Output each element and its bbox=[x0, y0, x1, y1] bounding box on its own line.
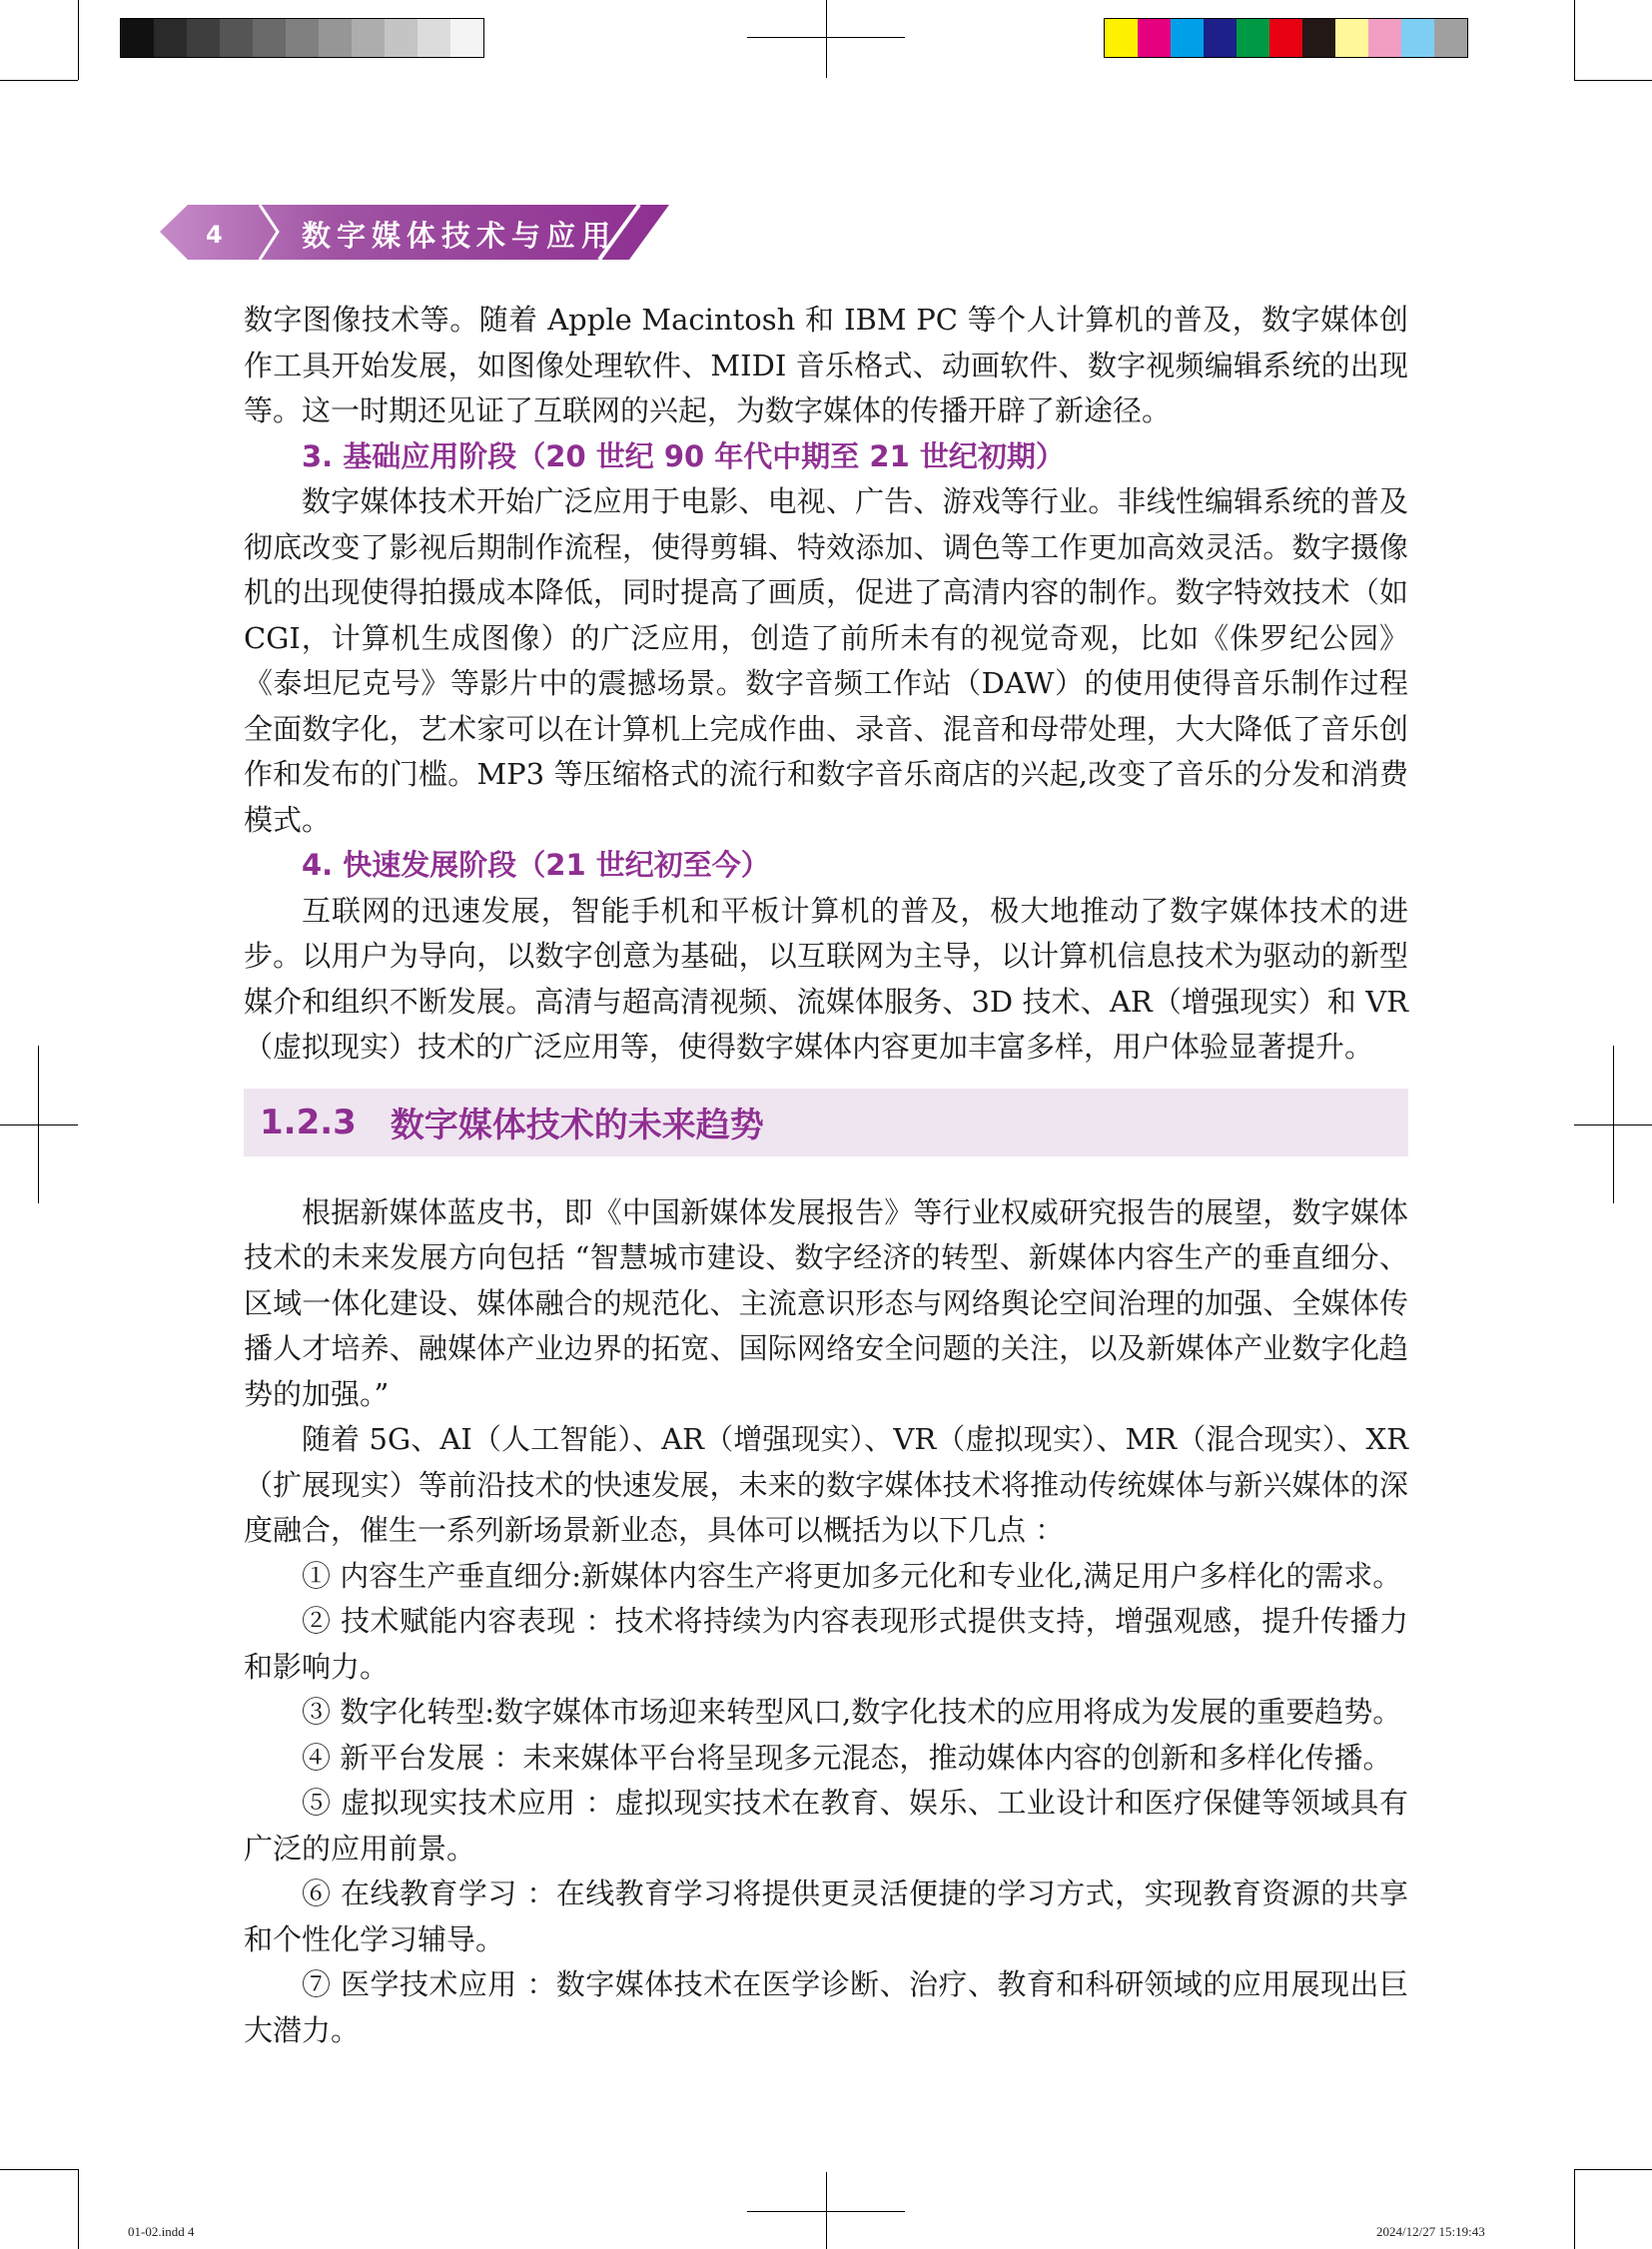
gray-swatch bbox=[187, 19, 220, 57]
gray-swatch bbox=[385, 19, 417, 57]
grayscale-calibration-bar bbox=[120, 18, 484, 58]
list-item: ② 技术赋能内容表现 ：技术将持续为内容表现形式提供支持，增强观感，提升传播力和影响力。 bbox=[244, 1604, 1408, 1684]
gray-swatch bbox=[450, 19, 483, 57]
footer-timestamp: 2024/12/27 15:19:43 bbox=[1376, 2224, 1485, 2239]
gray-swatch bbox=[417, 19, 450, 57]
future-paragraph-2: 随着 5G、AI（人工智能）、AR（增强现实）、VR（虚拟现实）、MR（混合现实）、XR（扩展现实）等前沿技术的快速发展，未来的数字媒体技术将推动传统媒体与新兴媒体的深度融合，催生一系列新场景新业态，具体可以概括为以下几点 ： bbox=[244, 1422, 1408, 1547]
page-number: 4 bbox=[206, 221, 223, 249]
color-swatch bbox=[1368, 19, 1401, 57]
crop-mark bbox=[1574, 2169, 1575, 2249]
color-swatch bbox=[1171, 19, 1204, 57]
list-item: ⑤ 虚拟现实技术应用 ：虚拟现实技术在教育、娱乐、工业设计和医疗保健等领域具有广泛的应用前景。 bbox=[244, 1786, 1408, 1866]
crop-mark bbox=[0, 80, 78, 81]
gray-swatch bbox=[220, 19, 253, 57]
list-item: ① 内容生产垂直细分:新媒体内容生产将更加多元化和专业化,满足用户多样化的需求。 bbox=[302, 1558, 1402, 1593]
list-item: ⑦ 医学技术应用 ：数字媒体技术在医学诊断、治疗、教育和科研领域的应用展现出巨大潜力。 bbox=[244, 1967, 1408, 2047]
color-swatch bbox=[1237, 19, 1269, 57]
color-swatch bbox=[1269, 19, 1302, 57]
color-calibration-bar bbox=[1104, 18, 1468, 58]
color-swatch bbox=[1434, 19, 1467, 57]
color-swatch bbox=[1105, 19, 1138, 57]
stage3-paragraph: 数字媒体技术开始广泛应用于电影、电视、广告、游戏等行业。非线性编辑系统的普及彻底改变了影视后期制作流程，使得剪辑、特效添加、调色等工作更加高效灵活。数字摄像机的出现使得拍摄成本降低，同时提高了画质，促进了高清内容的制作。数字特效技术（如 CGI，计算机生成图像）的广泛应用，创造了前所未有的视觉奇观，比如《侏罗纪公园》《泰坦尼克号》等影片中的震撼场景。数字音频工作站（DAW）的使用使得音乐制作过程全面数字化，艺术家可以在计算机上完成作曲、录音、混音和母带处理，大大降低了音乐创作和发布的门槛。MP3 等压缩格式的流行和数字音乐商店的兴起,改变了音乐的分发和消费模式。 bbox=[244, 484, 1408, 837]
section-number: 1.2.3 bbox=[260, 1102, 357, 1142]
list-item: ③ 数字化转型:数字媒体市场迎来转型风口,数字化技术的应用将成为发展的重要趋势。 bbox=[302, 1695, 1402, 1729]
crop-mark bbox=[1574, 0, 1575, 80]
section-heading bbox=[244, 1089, 1408, 1156]
future-paragraph-1: 根据新媒体蓝皮书，即《中国新媒体发展报告》等行业权威研究报告的展望，数字媒体技术的未来发展方向包括 “智慧城市建设、数字经济的转型、新媒体内容生产的垂直细分、区域一体化建设、媒体融合的规范化、主流意识形态与网络舆论空间治理的加强、全媒体传播人才培养、融媒体产业边界的拓宽、国际网络安全问题的关注，以及新媒体产业数字化趋势的加强。” bbox=[244, 1194, 1408, 1411]
registration-mark bbox=[38, 1046, 39, 1203]
crop-mark bbox=[0, 2169, 78, 2170]
crop-mark bbox=[78, 0, 79, 80]
gray-swatch bbox=[286, 19, 319, 57]
color-swatch bbox=[1401, 19, 1434, 57]
gray-swatch bbox=[253, 19, 286, 57]
color-swatch bbox=[1302, 19, 1335, 57]
section-title: 数字媒体技术的未来趋势 bbox=[390, 1106, 764, 1145]
registration-mark bbox=[826, 2172, 827, 2249]
registration-mark bbox=[0, 1124, 78, 1125]
color-swatch bbox=[1138, 19, 1171, 57]
stage4-paragraph: 互联网的迅速发展，智能手机和平板计算机的普及，极大地推动了数字媒体技术的进步。以用户为导向，以数字创意为基础，以互联网为主导，以计算机信息技术为驱动的新型媒介和组织不断发展。高清与超高清视频、流媒体服务、3D 技术、AR（增强现实）和 VR（虚拟现实）技术的广泛应用等，使得数字媒体内容更加丰富多样，用户体验显著提升。 bbox=[244, 893, 1408, 1064]
gray-swatch bbox=[352, 19, 385, 57]
gray-swatch bbox=[121, 19, 154, 57]
footer-file: 01-02.indd 4 bbox=[128, 2224, 195, 2239]
page-content bbox=[244, 298, 1408, 2053]
stage4-heading: 4. 快速发展阶段（21 世纪初至今） bbox=[302, 848, 770, 882]
registration-mark bbox=[1613, 1046, 1614, 1203]
list-item: ⑥ 在线教育学习 ：在线教育学习将提供更灵活便捷的学习方式，实现教育资源的共享和个性化学习辅导。 bbox=[244, 1876, 1408, 1956]
list-item: ④ 新平台发展 ：未来媒体平台将呈现多元混态，推动媒体内容的创新和多样化传播。 bbox=[302, 1740, 1392, 1775]
book-title: 数字媒体技术与应用 bbox=[302, 219, 617, 253]
color-swatch bbox=[1335, 19, 1368, 57]
registration-mark bbox=[826, 0, 827, 78]
intro-paragraph: 数字图像技术等。随着 Apple Macintosh 和 IBM PC 等个人计算机的普及，数字媒体创作工具开始发展，如图像处理软件、MIDI 音乐格式、动画软件、数字视频编辑系统的出现等。这一时期还见证了互联网的兴起，为数字媒体的传播开辟了新途径。 bbox=[244, 303, 1408, 427]
crop-mark bbox=[1574, 2169, 1652, 2170]
color-swatch bbox=[1204, 19, 1237, 57]
chapter-header-banner bbox=[160, 205, 669, 260]
gray-swatch bbox=[319, 19, 352, 57]
crop-mark bbox=[1574, 80, 1652, 81]
stage3-heading: 3. 基础应用阶段（20 世纪 90 年代中期至 21 世纪初期） bbox=[302, 438, 1065, 473]
crop-mark bbox=[78, 2169, 79, 2249]
gray-swatch bbox=[154, 19, 187, 57]
